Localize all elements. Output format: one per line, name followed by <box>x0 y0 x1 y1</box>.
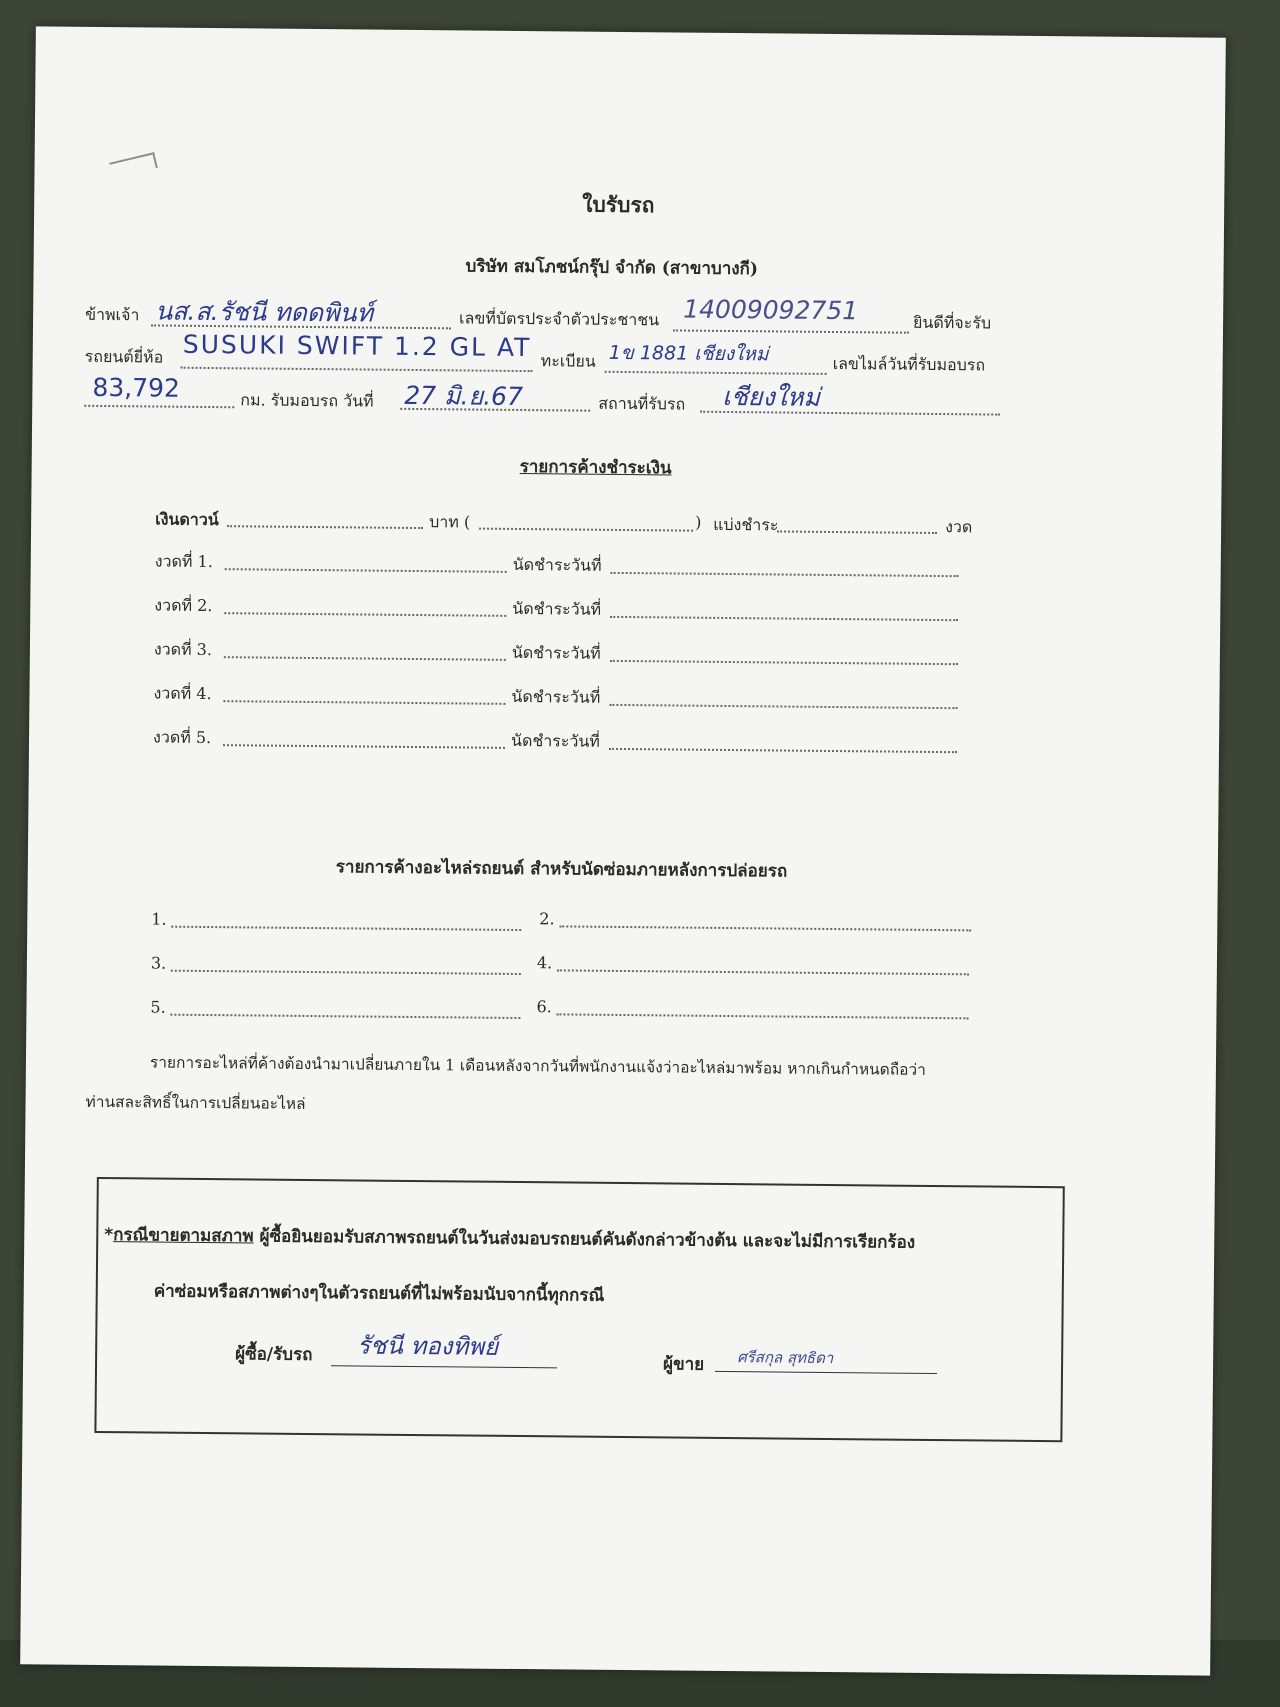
part-item-number: 6. <box>536 997 552 1017</box>
part-item-number: 4. <box>536 953 553 973</box>
close-paren: ) <box>695 512 702 532</box>
due-date-label: นัดชำระวันที่ <box>512 598 602 619</box>
label-plate: ทะเบียน <box>540 351 596 371</box>
buyer-signature: รัชนี ทองทิพย์ <box>357 1331 499 1361</box>
part-item-line <box>559 925 971 931</box>
part-item-number: 1. <box>151 909 167 929</box>
label-name: ข้าพเจ้า <box>85 304 140 325</box>
document-title: ใบรับรถ <box>582 191 655 218</box>
installment-row-label: งวดที่ 5. <box>152 727 212 748</box>
label-id-card: เลขที่บัตรประจำตัวประชาชน <box>459 308 660 330</box>
due-date-label: นัดชำระวันที่ <box>511 686 601 707</box>
installment-amount-line <box>223 700 505 705</box>
installment-row-label: งวดที่ 2. <box>154 595 213 616</box>
installment-amount-line <box>224 656 506 661</box>
split-label: แบ่งชำระ <box>713 514 779 535</box>
id-number-handwritten: 14009092751 <box>683 294 859 326</box>
due-date-line <box>610 660 958 665</box>
part-item-number: 2. <box>539 909 555 929</box>
due-date-line <box>609 704 957 709</box>
due-date-line <box>611 572 959 577</box>
seller-signature: ศรีสกุล สุทธิดา <box>737 1348 834 1368</box>
part-item-line <box>171 970 521 975</box>
baht-label: บาท ( <box>429 512 471 532</box>
seller-signature-line <box>715 1371 937 1374</box>
document-page <box>20 26 1226 1675</box>
plate-dotted-line <box>605 371 827 375</box>
place-handwritten: เชียงใหม่ <box>722 381 821 412</box>
baht-words-dotted-line <box>479 528 693 532</box>
mileage-dotted-line <box>84 405 234 408</box>
installment-row-label: งวดที่ 3. <box>153 639 213 660</box>
as-is-condition-box <box>94 1177 1064 1442</box>
installment-row-label: งวดที่ 4. <box>153 683 212 704</box>
as-is-text: ผู้ซื้อยินยอมรับสภาพรถยนต์ในวันส่งมอบรถยนต์คันดังกล่าวข้างต้น และจะไม่มีการเรียกร้อง <box>253 1226 916 1253</box>
asterisk: * <box>104 1225 114 1246</box>
part-item-line <box>557 969 969 975</box>
installment-amount-line <box>224 612 506 617</box>
as-is-label: กรณีขายตามสภาพ <box>113 1225 254 1247</box>
date-handwritten: 27 มิ.ย.67 <box>404 380 524 412</box>
payments-heading: รายการค้างชำระเงิน <box>519 456 672 479</box>
label-car-brand: รถยนต์ยี่ห้อ <box>84 346 164 367</box>
installment-unit: งวด <box>945 517 973 537</box>
buyer-signature-line <box>331 1365 557 1368</box>
name-handwritten: นส.ส.รัชนี ทดดพินท์ <box>155 296 374 328</box>
car-dotted-line <box>181 367 533 372</box>
due-date-line <box>609 748 957 753</box>
installment-amount-line <box>225 568 507 573</box>
condition-line <box>104 1221 915 1256</box>
down-payment-dotted-line <box>227 525 423 529</box>
label-place: สถานที่รับรถ <box>598 393 686 414</box>
id-dotted-line <box>673 329 909 333</box>
seller-label: ผู้ขาย <box>662 1354 705 1375</box>
part-item-number: 3. <box>150 953 167 973</box>
due-date-label: นัดชำระวันที่ <box>511 642 601 663</box>
company-name: บริษัท สมโภชน์กรุ๊ป จำกัด (สาขาบางกี) <box>465 256 759 280</box>
split-dotted-line <box>777 530 937 534</box>
part-item-number: 5. <box>150 997 166 1017</box>
label-mileage: เลขไมล์วันที่รับมอบรถ <box>832 353 986 375</box>
part-item-line <box>170 1014 520 1019</box>
due-date-label: นัดชำระวันที่ <box>512 554 602 575</box>
installment-row-label: งวดที่ 1. <box>154 551 213 572</box>
installment-amount-line <box>223 744 505 749</box>
part-item-line <box>171 926 521 931</box>
parts-heading: รายการค้างอะไหล่รถยนต์ สำหรับนัดซ่อมภายหลังการปล่อยรถ <box>335 857 788 882</box>
mileage-handwritten: 83,792 <box>92 372 181 403</box>
down-payment-label: เงินดาวน์ <box>155 509 219 530</box>
due-date-line <box>610 616 958 621</box>
parts-note-continued: ท่านสละสิทธิ์ในการเปลี่ยนอะไหล่ <box>85 1092 306 1113</box>
label-willing: ยินดีที่จะรับ <box>912 312 992 333</box>
part-item-line <box>556 1013 968 1019</box>
staple-mark <box>109 152 157 178</box>
buyer-label: ผู้ซื้อ/รับรถ <box>235 1344 313 1366</box>
parts-note: รายการอะไหล่ที่ค้างต้องนำมาเปลี่ยนภายใน 1 เดือนหลังจากวันที่พนักงานแจ้งว่าอะไหล่มาพร้อม หากเกินกำหนดถือว่า <box>149 1053 926 1079</box>
condition-text-continued: ค่าซ่อมหรือสภาพต่างๆในตัวรถยนต์ที่ไม่พร้อมนับจากนี้ทุกกรณี <box>153 1281 605 1306</box>
label-km-date: กม. รับมอบรถ วันที่ <box>240 390 374 411</box>
car-model-handwritten: SUSUKI SWIFT 1.2 GL AT <box>182 329 532 363</box>
due-date-label: นัดชำระวันที่ <box>510 730 600 751</box>
plate-handwritten: 1ข 1881 เชียงใหม่ <box>608 341 769 366</box>
